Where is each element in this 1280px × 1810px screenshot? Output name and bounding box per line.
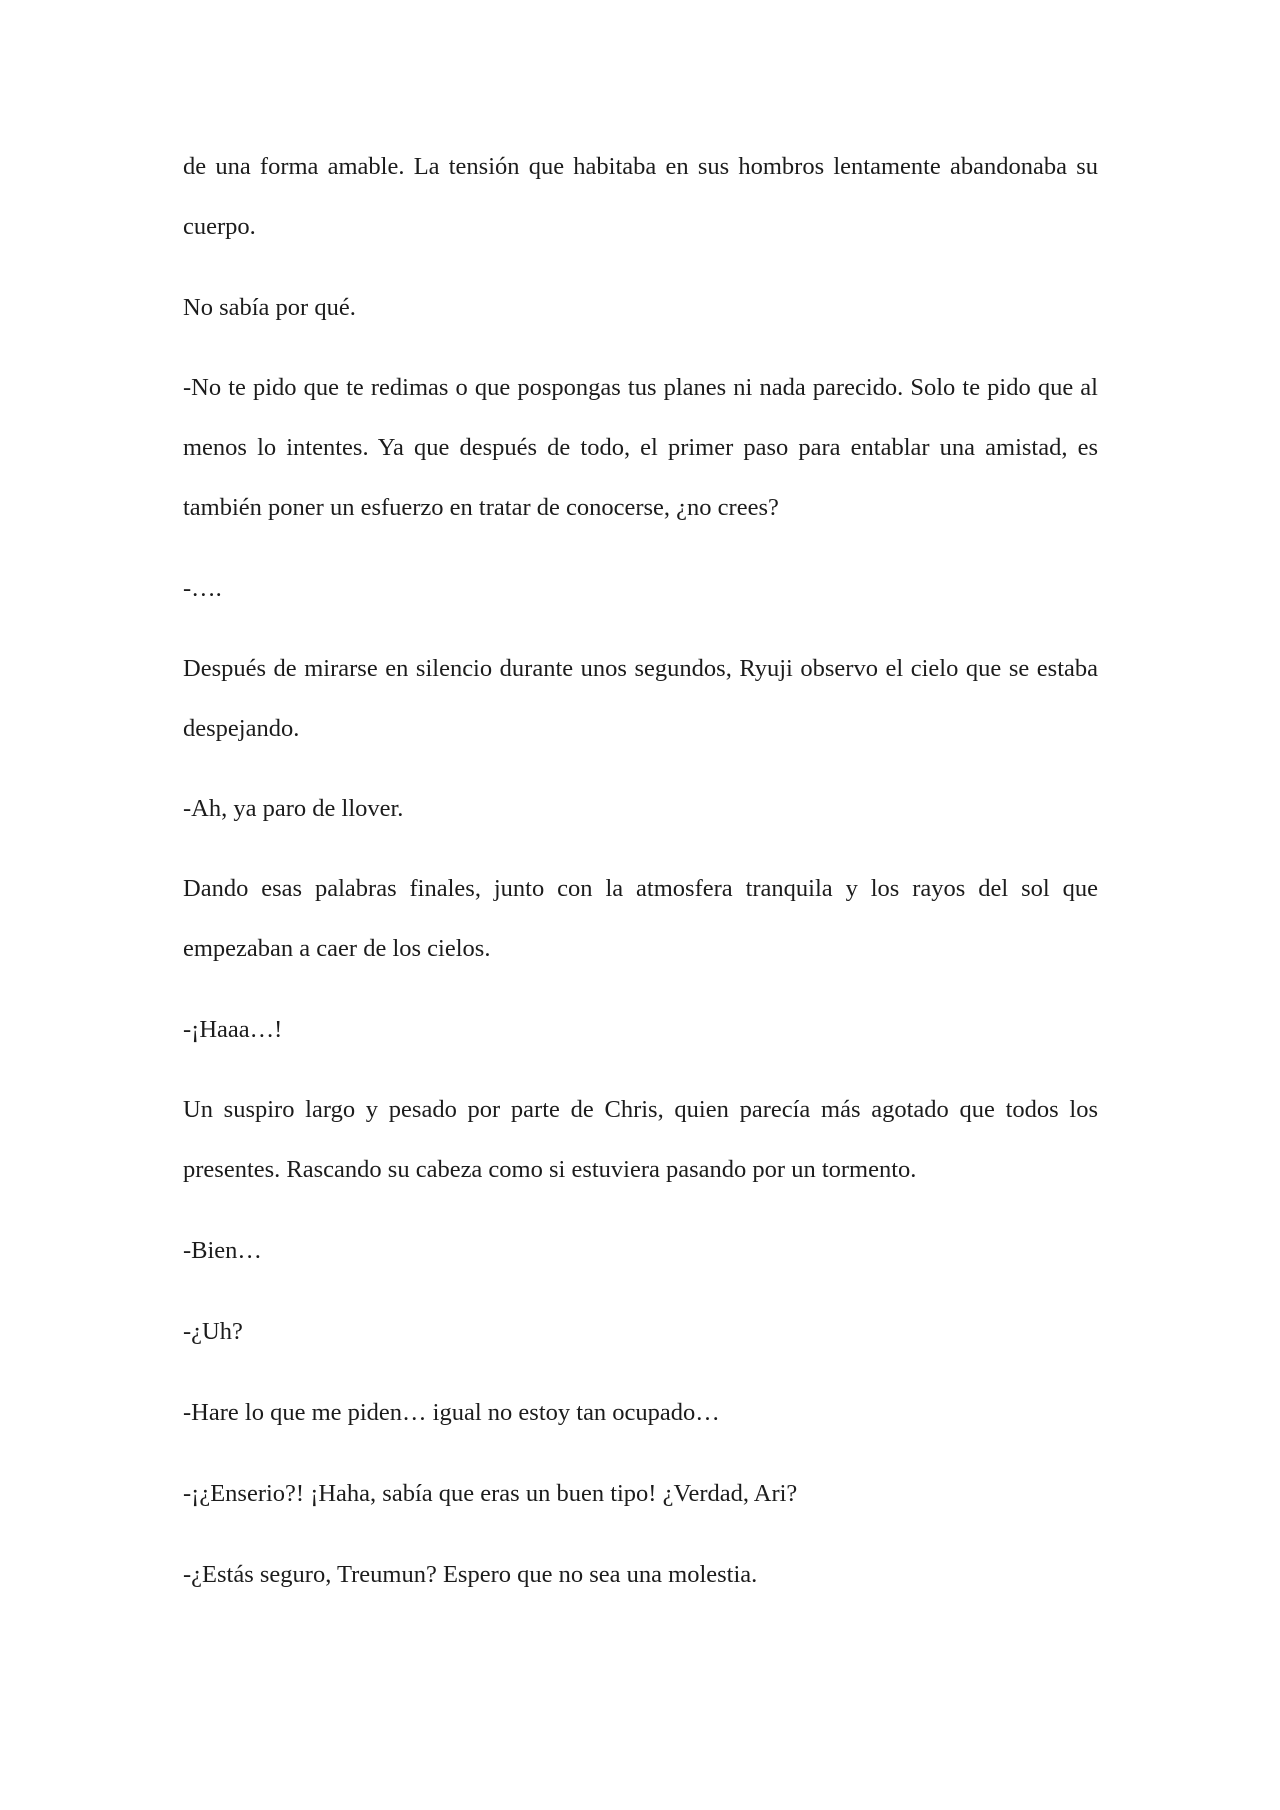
paragraph: Un suspiro largo y pesado por parte de Chris, quien parecía más agotado que todos los presentes. Rascando su cabeza como si estuviera pasando por un tormento.: [183, 1096, 1098, 1183]
paragraph: Después de mirarse en silencio durante unos segundos, Ryuji observo el cielo que se estaba despejando.: [183, 655, 1098, 742]
paragraph: -¿Uh?: [183, 1318, 243, 1345]
paragraph: -¡Haaa…!: [183, 1016, 283, 1043]
paragraph: -Bien…: [183, 1237, 262, 1264]
paragraph: Dando esas palabras finales, junto con la atmosfera tranquila y los rayos del sol que empezaban a caer de los cielos.: [183, 875, 1098, 962]
paragraph: -Ah, ya paro de llover.: [183, 795, 404, 822]
paragraph: -No te pido que te redimas o que pospongas tus planes ni nada parecido. Solo te pido que al menos lo intentes. Ya que después de todo, el primer paso para entablar una amistad, es también poner un esfuerzo en tratar de conocerse, ¿no crees?: [183, 374, 1098, 521]
paragraph: -¿Estás seguro, Treumun? Espero que no sea una molestia.: [183, 1561, 758, 1588]
paragraph: -….: [183, 575, 222, 602]
paragraph: -Hare lo que me piden… igual no estoy tan ocupado…: [183, 1399, 720, 1426]
paragraph: -¡¿Enserio?! ¡Haha, sabía que eras un buen tipo! ¿Verdad, Ari?: [183, 1480, 798, 1507]
paragraph: de una forma amable. La tensión que habitaba en sus hombros lentamente abandonaba su cuerpo.: [183, 153, 1098, 240]
paragraph: No sabía por qué.: [183, 294, 356, 321]
